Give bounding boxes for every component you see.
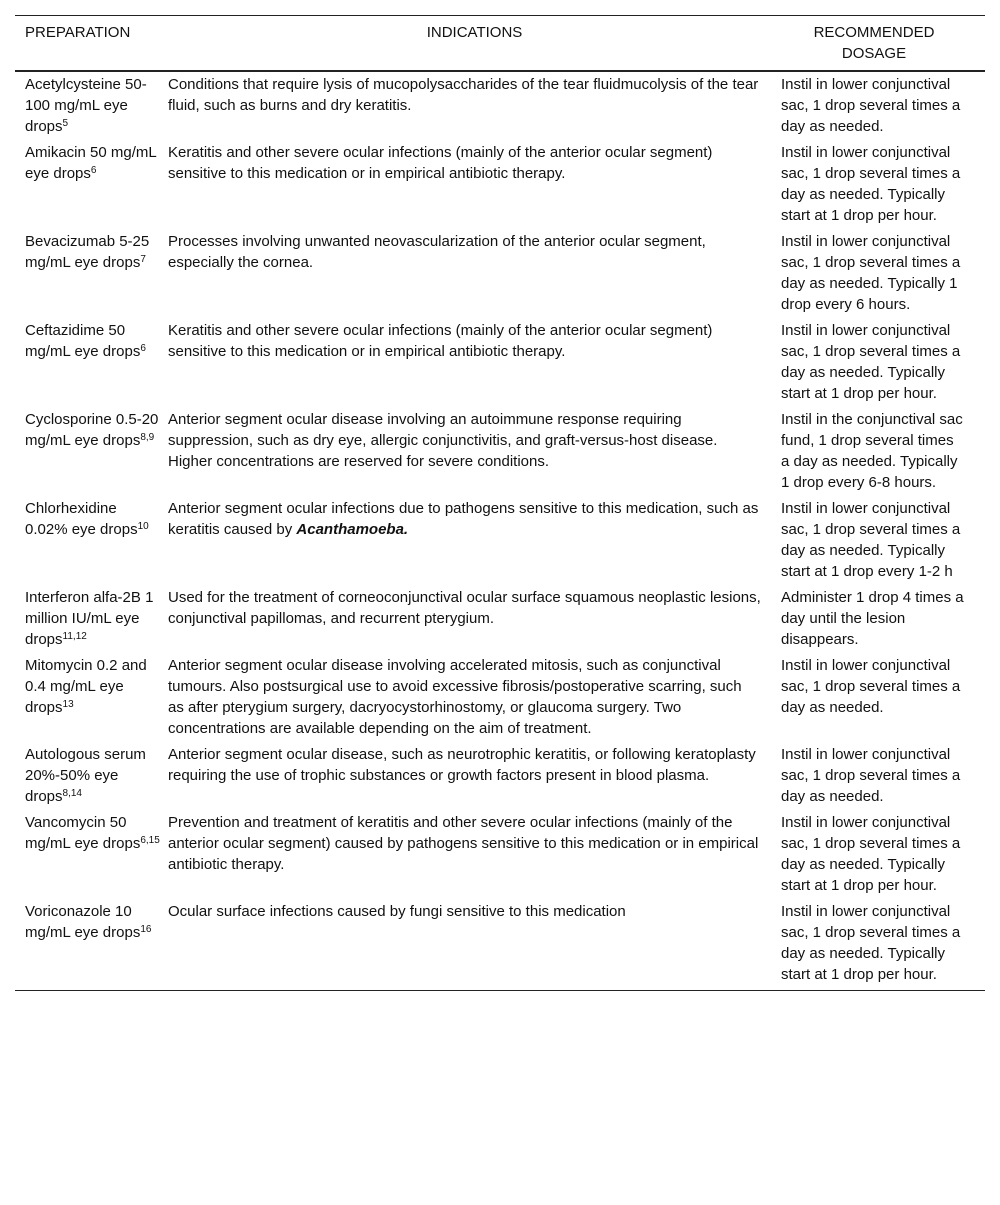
dosage-cell — [781, 652, 985, 741]
dosage-cell — [781, 495, 985, 584]
indications-cell — [168, 741, 781, 809]
indications-text: Used for the treatment of corneoconjunctival ocular surface squamous neoplastic lesions, conjunctival papillomas, and recurrent pterygium. — [168, 589, 761, 627]
dosage-text: Instil in lower conjunctival sac, 1 drop several times a day as needed. Typically start at 1 drop every 1-2 h — [781, 500, 961, 580]
dosage-cell — [781, 584, 985, 652]
table-header — [15, 16, 985, 72]
indications-text: Keratitis and other severe ocular infections (mainly of the anterior ocular segment) sensitive to this medication or in empirical antibiotic therapy. — [168, 144, 713, 182]
table-row — [15, 809, 985, 898]
indications-cell — [168, 652, 781, 741]
preparation-cell — [15, 406, 168, 495]
dosage-text: Instil in lower conjunctival sac, 1 drop several times a day as needed. — [781, 657, 961, 716]
header-indications: INDICATIONS — [168, 16, 781, 72]
preparation-name: Cyclosporine 0.5-20 mg/mL eye drops — [25, 411, 159, 449]
indications-emphasis: Acanthamoeba. — [296, 521, 409, 538]
table-row — [15, 406, 985, 495]
indications-cell — [168, 809, 781, 898]
preparation-cell — [15, 652, 168, 741]
dosage-text: Instil in lower conjunctival sac, 1 drop several times a day as needed. Typically start at 1 drop per hour. — [781, 903, 961, 983]
dosage-text: Instil in lower conjunctival sac, 1 drop several times a day as needed. — [781, 76, 961, 135]
dosage-cell — [781, 317, 985, 406]
indications-cell — [168, 495, 781, 584]
reference-number: 6 — [90, 165, 97, 176]
table-row — [15, 495, 985, 584]
dosage-text: Instil in lower conjunctival sac, 1 drop several times a day as needed. Typically start at 1 drop per hour. — [781, 322, 961, 402]
reference-number: 6,15 — [140, 835, 160, 846]
table-row — [15, 139, 985, 228]
indications-cell — [168, 584, 781, 652]
dosage-text: Instil in lower conjunctival sac, 1 drop several times a day as needed. — [781, 746, 961, 805]
preparation-cell — [15, 741, 168, 809]
reference-number: 5 — [62, 118, 69, 129]
dosage-text: Instil in lower conjunctival sac, 1 drop several times a day as needed. Typically 1 drop every 6 hours. — [781, 233, 961, 313]
preparation-name: Ceftazidime 50 mg/mL eye drops — [25, 322, 141, 360]
dosage-cell — [781, 741, 985, 809]
indications-text: Anterior segment ocular infections due to pathogens sensitive to this medication, such as keratitis caused by — [168, 500, 759, 538]
table-row — [15, 317, 985, 406]
reference-number: 16 — [140, 924, 152, 935]
preparation-cell — [15, 139, 168, 228]
preparation-name: Vancomycin 50 mg/mL eye drops — [25, 814, 141, 852]
table-container — [15, 15, 985, 991]
header-preparation: PREPARATION — [15, 16, 168, 72]
dosage-cell — [781, 809, 985, 898]
preparation-name: Bevacizumab 5-25 mg/mL eye drops — [25, 233, 150, 271]
table-row — [15, 71, 985, 139]
indications-text: Anterior segment ocular disease, such as neurotrophic keratitis, or following keratoplasty requiring the use of trophic substances or growth factors present in blood plasma. — [168, 746, 756, 784]
preparation-name: Acetylcysteine 50-100 mg/mL eye drops — [25, 76, 147, 135]
dosage-cell — [781, 406, 985, 495]
preparation-cell — [15, 495, 168, 584]
preparation-cell — [15, 71, 168, 139]
eye-drops-table — [15, 15, 985, 991]
dosage-cell — [781, 139, 985, 228]
indications-text: Keratitis and other severe ocular infections (mainly of the anterior ocular segment) sensitive to this medication or in empirical antibiotic therapy. — [168, 322, 713, 360]
indications-text: Anterior segment ocular disease involving an autoimmune response requiring suppression, such as dry eye, allergic conjunctivitis, and graft-versus-host disease. Higher concentrations are reserved for severe conditions. — [168, 411, 718, 470]
table-row — [15, 898, 985, 991]
indications-text: Prevention and treatment of keratitis and other severe ocular infections (mainly of the anterior ocular segment) caused by pathogens sensitive to this medication or in empirical antibiotic therapy. — [168, 814, 759, 873]
reference-number: 11,12 — [62, 631, 87, 642]
indications-cell — [168, 139, 781, 228]
preparation-name: Amikacin 50 mg/mL eye drops — [25, 144, 157, 182]
dosage-cell — [781, 228, 985, 317]
table-row — [15, 228, 985, 317]
indications-text: Ocular surface infections caused by fungi sensitive to this medication — [168, 903, 626, 920]
indications-text: Anterior segment ocular disease involving accelerated mitosis, such as conjunctival tumours. Also postsurgical use to avoid excessive fibrosis/postoperative scarring, such as after pterygium surgery, dacryocystorhinostomy, or glaucoma surgery. Two concentrations are available depending on the aim of treatment. — [168, 657, 742, 737]
header-row — [15, 16, 985, 72]
preparation-cell — [15, 898, 168, 991]
header-dosage: RECOMMENDED DOSAGE — [781, 16, 985, 72]
reference-number: 13 — [62, 699, 74, 710]
indications-cell — [168, 71, 781, 139]
table-row — [15, 652, 985, 741]
indications-cell — [168, 228, 781, 317]
preparation-cell — [15, 228, 168, 317]
preparation-name: Autologous serum 20%-50% eye drops — [25, 746, 146, 805]
dosage-cell — [781, 898, 985, 991]
dosage-text: Instil in lower conjunctival sac, 1 drop several times a day as needed. Typically start at 1 drop per hour. — [781, 144, 961, 224]
dosage-text: Instil in lower conjunctival sac, 1 drop several times a day as needed. Typically start at 1 drop per hour. — [781, 814, 961, 894]
reference-number: 7 — [140, 254, 146, 265]
preparation-cell — [15, 317, 168, 406]
dosage-text: Administer 1 drop 4 times a day until the lesion disappears. — [781, 589, 964, 648]
dosage-text: Instil in the conjunctival sac fund, 1 drop several times a day as needed. Typically 1 drop every 6-8 hours. — [781, 411, 963, 491]
reference-number: 10 — [137, 521, 149, 532]
indications-text: Processes involving unwanted neovascularization of the anterior ocular segment, especially the cornea. — [168, 233, 706, 271]
preparation-name: Interferon alfa-2B 1 million IU/mL eye drops — [25, 589, 154, 648]
indications-cell — [168, 406, 781, 495]
table-row — [15, 741, 985, 809]
reference-number: 8,9 — [140, 432, 155, 443]
reference-number: 8,14 — [62, 788, 82, 799]
preparation-cell — [15, 809, 168, 898]
preparation-name: Chlorhexidine 0.02% eye drops — [25, 500, 138, 538]
preparation-cell — [15, 584, 168, 652]
table-row — [15, 584, 985, 652]
table-body — [15, 71, 985, 991]
indications-text: Conditions that require lysis of mucopolysaccharides of the tear fluidmucolysis of the tear fluid, such as burns and dry keratitis. — [168, 76, 759, 114]
indications-cell — [168, 317, 781, 406]
preparation-name: Voriconazole 10 mg/mL eye drops — [25, 903, 141, 941]
indications-cell — [168, 898, 781, 991]
reference-number: 6 — [140, 343, 146, 354]
dosage-cell — [781, 71, 985, 139]
preparation-name: Mitomycin 0.2 and 0.4 mg/mL eye drops — [25, 657, 147, 716]
